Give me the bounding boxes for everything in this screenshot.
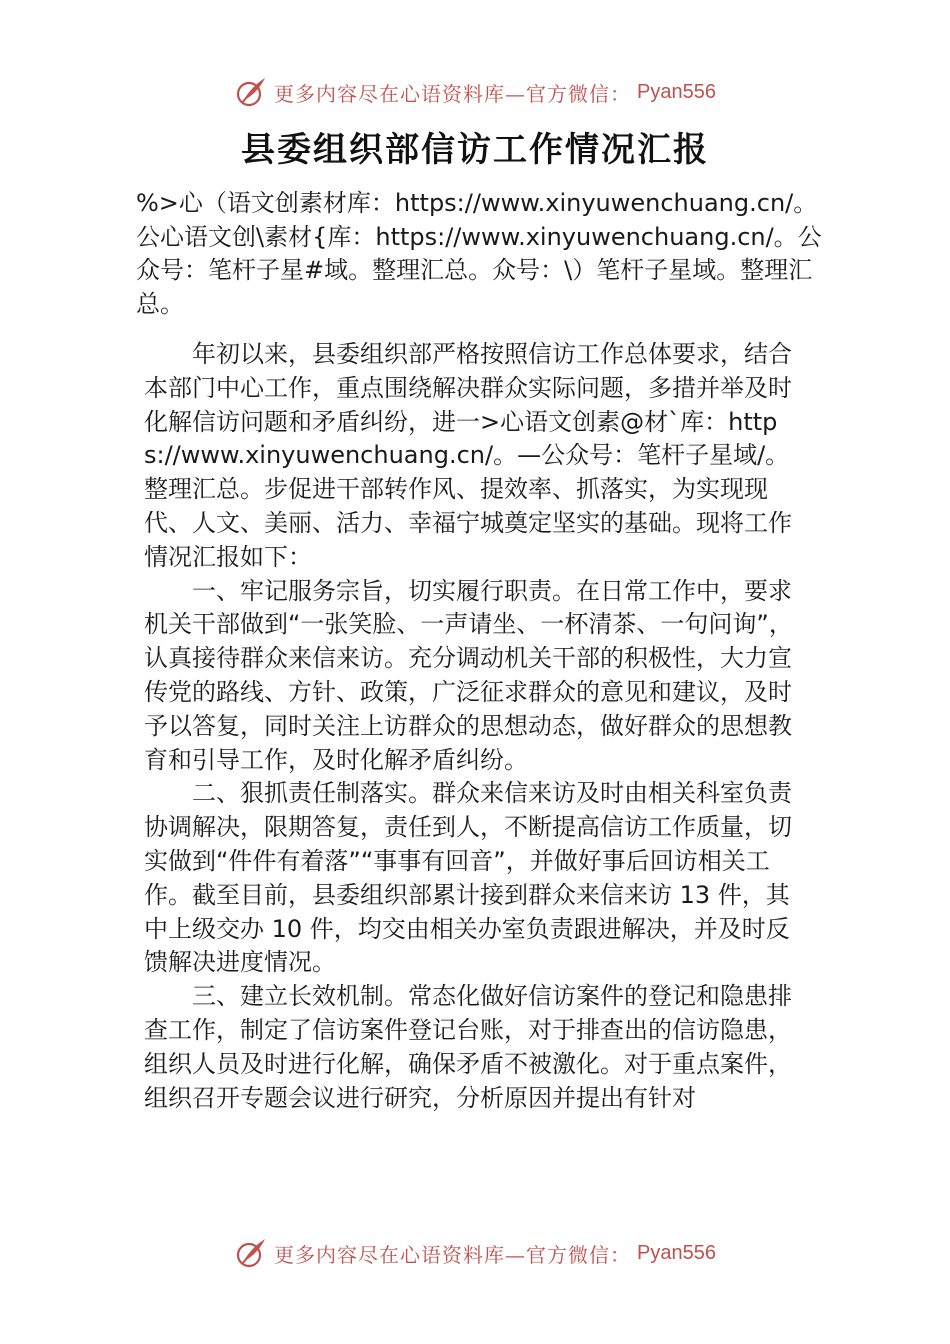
feather-pen-logo-icon (234, 1236, 268, 1270)
watermark-slogan: 更多内容尽在心语资料库—官方微信： (274, 1242, 632, 1267)
paragraph-section-3: 三、建立长效机制。常态化做好信访案件的登记和隐患排查工作，制定了信访案件登记台账，对于排查出的信访隐患，组织人员及时进行化解，确保矛盾不被激化。对于重点案件，组织召开专题会议进行研究，分析原因并提出有针对 (144, 982, 792, 1112)
feather-pen-logo-icon (234, 75, 268, 109)
source-note: %>心（语文创素材库：https://www.xinyuwenchuang.cn/。公心语文创\素材{库：https://www.xinyuwenchuang.cn/。公众号：笔杆子星#域。整理汇总。众号：\）笔杆子星域。整理汇总。 (136, 189, 822, 318)
paragraph-intro: 年初以来，县委组织部严格按照信访工作总体要求，结合本部门中心工作，重点围绕解决群众实际问题，多措并举及时化解信访问题和矛盾纠纷，进一>心语文创素@材`库：https://www.xinyuwenchuang.cn/。—公众号：笔杆子星域/。整理汇总。步促进干部转作风、提效率、抓落实，为实现现代、人文、美丽、活力、幸福宁城奠定坚实的基础。现将工作情况汇报如下： (144, 340, 792, 571)
header-watermark-banner (0, 72, 950, 112)
document-title: 县委组织部信访工作情况汇报 (241, 130, 709, 170)
document-body (144, 338, 812, 1115)
watermark-slogan: 更多内容尽在心语资料库—官方微信： (274, 81, 632, 106)
watermark-wechat-id: Pyan556 (637, 1241, 716, 1264)
paragraph-section-1: 一、牢记服务宗旨，切实履行职责。在日常工作中，要求机关干部做到“一张笑脸、一声请坐、一杯清茶、一句问询”，认真接待群众来信来访。充分调动机关干部的积极性，大力宣传党的路线、方针、政策，广泛征求群众的意见和建议，及时予以答复，同时关注上访群众的思想动态，做好群众的思想教育和引导工作，及时化解矛盾纠纷。 (144, 576, 793, 774)
paragraph-section-2: 二、狠抓责任制落实。群众来信来访及时由相关科室负责协调解决，限期答复，责任到人，不断提高信访工作质量，切实做到“件件有着落”“事事有回音”，并做好事后回访相关工作。截至目前，县委组织部累计接到群众来信来访 13 件，其中上级交办 10 件，均交由相关办室负责跟进解决，并及时反馈解决进度情况。 (144, 779, 792, 977)
footer-watermark-banner (0, 1233, 950, 1273)
watermark-wechat-id: Pyan556 (637, 80, 716, 103)
